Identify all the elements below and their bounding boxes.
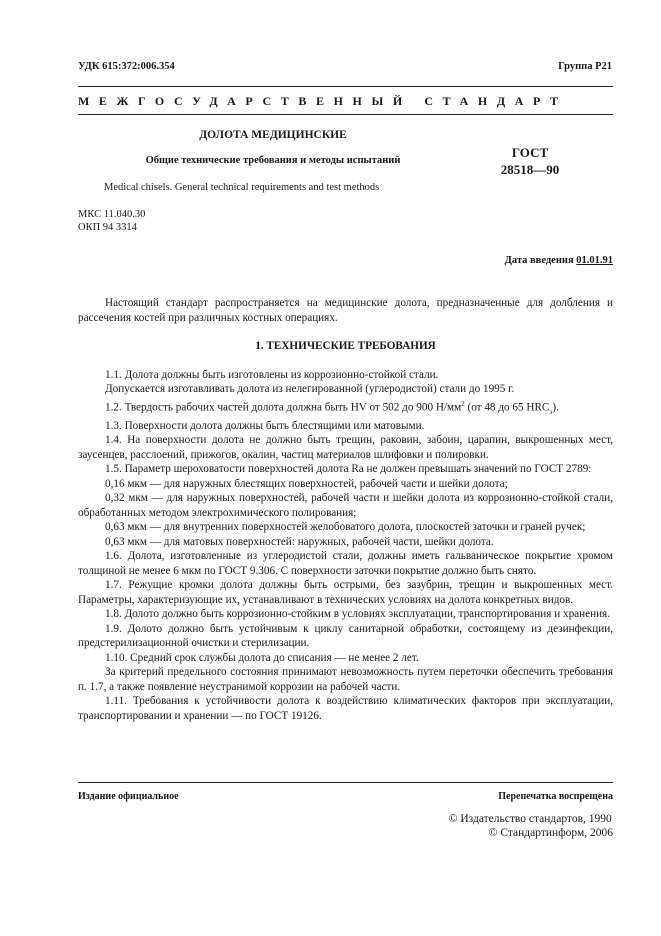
group-code: Группа Р21 [558,61,612,72]
clause-1-7: 1.7. Режущие кромки долота должны быть острыми, без зазубрин, трещин и выкрошенных мест. Параметры, характеризующие их, устанавливают в технических условиях на долота конкретных видов. [78,579,613,606]
roughness-item: 0,32 мкм — для наружных поверхностей, рабочей части и шейки долота из коррозионно-стойкой стали, обработанных методом электрохимического полирования; [78,492,613,519]
roughness-item: 0,16 мкм — для наружных блестящих поверхностей, рабочей части и шейки долота; [105,477,508,490]
clause-1-6: 1.6. Долота, изготовленные из углеродистой стали, должны иметь гальваническое покрытие хромом толщиной не менее 6 мкм по ГОСТ 9.306. С поверхности заточки покрытие должно быть снято. [78,550,613,577]
clause-1-3: 1.3. Поверхности долота должны быть блестящими или матовыми. [105,419,425,432]
clause-1-9: 1.9. Долото должно быть устойчивым к циклу санитарной обработки, состоящему из дезинфекции, предстерилизационной очистки и стерилизации. [78,622,613,650]
clause-1-11: 1.11. Требования к устойчивости долота к воздействию климатических факторов при эксплуатации, транспортировании и хранении — по ГОСТ 19126. [78,695,613,722]
top-rule [78,86,613,87]
gost-number: 28518—90 [500,162,560,177]
date-value: 01.01.91 [576,255,613,266]
gost-designation [490,144,570,178]
banner-rule [78,114,613,115]
clause-1-2-text-c: ). [552,401,559,414]
document-title: ДОЛОТА МЕДИЦИНСКИЕ [199,129,347,141]
clause-1-10: 1.10. Средний срок службы долота до списания — не менее 2 лет. [105,651,419,664]
copyright-1990: © Издательство стандартов, 1990 [448,813,612,825]
clause-1-10-note: За критерий предельного состояния принимают невозможность путем переточки обеспечить требования п. 1.7, а также появление неустранимой коррозии на рабочей части. [78,666,613,693]
section-heading: 1. ТЕХНИЧЕСКИЕ ТРЕБОВАНИЯ [255,340,436,352]
clause-1-2-text-b: (от 48 до 65 HRC [464,401,550,414]
date-label: Дата введения [504,255,574,266]
clause-1-1: 1.1. Долота должны быть изготовлены из коррозионно-стойкой стали. [105,368,439,381]
english-title: Medical chisels. General technical requirements and test methods [104,182,380,193]
roughness-item: 0,63 мкм — для внутренних поверхностей желобоватого долота, плоскостей заточки и граней ручек; [105,521,586,534]
gost-label: ГОСТ [511,145,549,160]
clause-1-8: 1.8. Долото должно быть коррозионно-стойким в условиях эксплуатации, транспортирования и хранения. [105,608,610,621]
document-subtitle: Общие технические требования и методы испытаний [145,155,401,166]
clause-1-2-sup: 2 [461,399,465,408]
intro-paragraph: Настоящий стандарт распространяется на медицинские долота, предназначенные для долбления и рассечения костей при различных костных операциях. [78,297,613,324]
clause-1-4: 1.4. На поверхности долота не должно быть трещин, раковин, забоин, царапин, выкрошенных мест, заусенцев, расслоений, прижогов, окалин, частиц материалов шлифовки и полировки. [78,434,613,461]
footer-rule [78,782,613,783]
clause-1-2-sub: э [549,407,553,416]
clause-1-1-note: Допускается изготавливать долота из нелегированной (углеродистой) стали до 1995 г. [105,383,515,395]
clause-1-5: 1.5. Параметр шероховатости поверхностей долота Ra не должен превышать значений по ГОСТ 2789: [105,463,592,476]
udk-code: УДК 615:372:006.354 [78,61,175,72]
reprint-prohibited: Перепечатка воспрещена [498,791,613,802]
effective-date [505,255,613,266]
document-body [78,296,613,723]
copyright-2006: © Стандартинформ, 2006 [488,827,613,839]
okp-code: ОКП 94 3314 [78,222,137,233]
clause-1-2-text: 1.2. Твердость рабочих частей долота должна быть HV от 502 до 900 Н/мм [105,401,462,414]
standard-banner: МЕЖГОСУДАРСТВЕННЫЙ СТАНДАРТ [78,94,568,108]
classification-codes [78,208,145,234]
mks-code: МКС 11.040.30 [78,209,146,220]
official-edition: Издание официальное [78,791,179,802]
copyright-block [449,812,613,840]
roughness-item: 0,63 мкм — для матовых поверхностей: наружных, рабочей части, шейки долота. [105,535,494,548]
clause-1-2 [78,397,613,419]
